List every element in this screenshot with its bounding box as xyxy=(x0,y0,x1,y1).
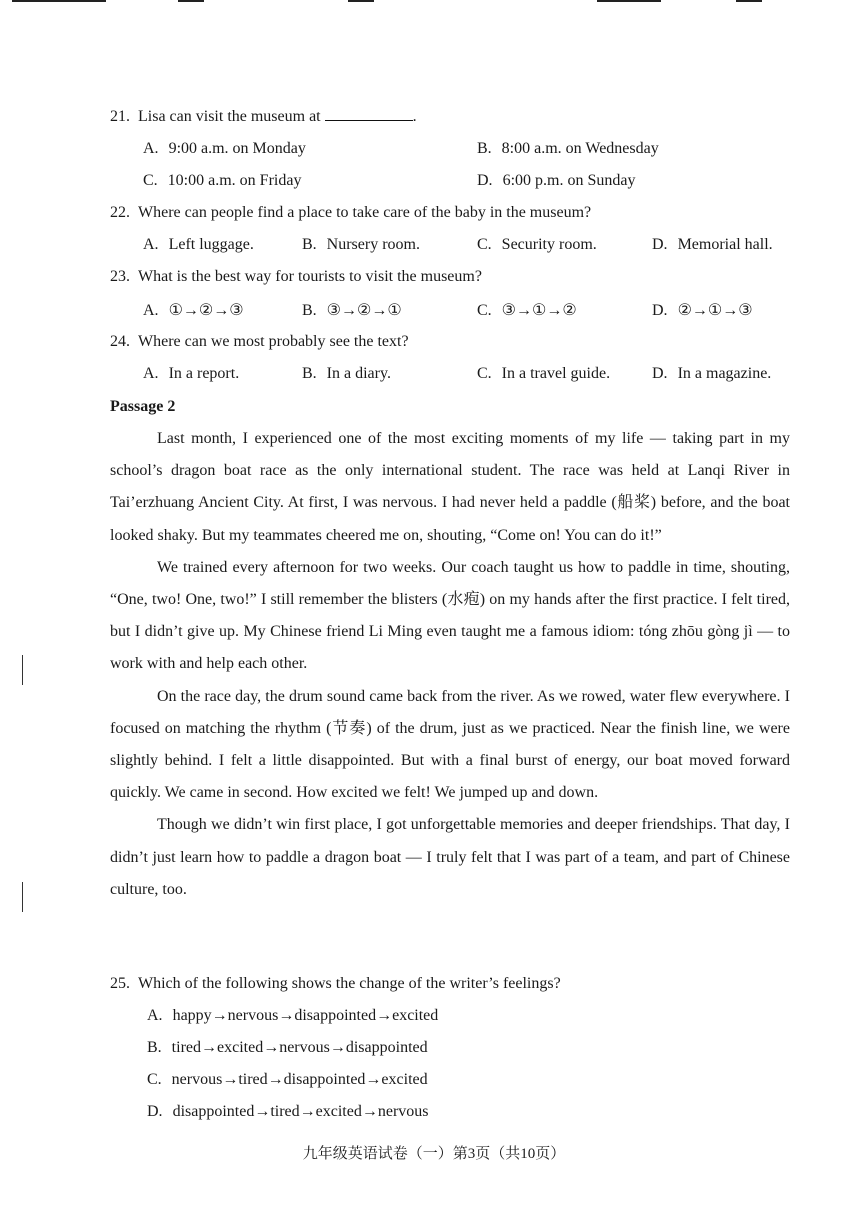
option-letter: A. xyxy=(143,365,159,382)
scan-edge-mark xyxy=(597,0,661,2)
passage-paragraph: We trained every afternoon for two weeks. Our coach taught us how to paddle in time, shouting, “One, two! One, two!” I still remember the blisters (水疱) on my hands after the first practice. I felt tired, but I didn’t give up. My Chinese friend Li Ming even taught me a famous idiom: tóng zhōu gòng jì — to work with and help each other. xyxy=(110,558,790,673)
passage-paragraph: Last month, I experienced one of the most exciting moments of my life — taking part in my school’s dragon boat race as the only international student. The race was held at Lanqi River in Tai’erzhuang Ancient City. At first, I was nervous. I had never held a paddle (船桨) before, and the boat looked shaky. But my teammates cheered me on, shouting, “Come on! You can do it!” xyxy=(110,430,790,544)
option-d xyxy=(147,1103,429,1121)
option-b xyxy=(302,300,402,320)
option-letter: C. xyxy=(143,172,158,189)
question-stem: Where can we most probably see the text? xyxy=(138,333,409,350)
option-c xyxy=(477,236,597,254)
question-24 xyxy=(110,333,409,351)
page-footer: 九年级英语试卷（一）第3页（共10页） xyxy=(302,1146,566,1162)
passage-paragraph: On the race day, the drum sound came back from the river. As we rowed, water flew everywhere. I focused on matching the rhythm (节奏) of the drum, just as we practiced. Near the finish line, we were slightly behind. I felt a little disappointed. But with a final burst of energy, our boat moved forward quickly. We came in second. How excited we felt! We jumped up and down. xyxy=(110,687,790,802)
passage-paragraph: Though we didn’t win first place, I got unforgettable memories and deeper friendships. That day, I didn’t just learn how to paddle a dragon boat — I truly felt that I was part of a team, and part of Chinese culture, too. xyxy=(110,816,790,898)
stem-end: . xyxy=(412,108,417,125)
option-text: 8:00 a.m. on Wednesday xyxy=(501,140,659,157)
option-letter: B. xyxy=(302,236,317,253)
option-c xyxy=(143,172,301,190)
binding-margin-line xyxy=(22,655,23,685)
option-text: disappointed→tired→excited→nervous xyxy=(172,1103,429,1120)
option-letter: B. xyxy=(302,302,317,319)
option-letter: B. xyxy=(302,365,317,382)
question-stem: Where can people find a place to take care of the baby in the museum? xyxy=(138,204,592,221)
option-a xyxy=(143,300,244,320)
option-d xyxy=(652,365,771,383)
option-text: 10:00 a.m. on Friday xyxy=(167,172,302,189)
option-letter: C. xyxy=(477,302,492,319)
question-number: 21. xyxy=(110,108,130,125)
question-number: 25. xyxy=(110,975,130,992)
option-letter: D. xyxy=(652,365,668,382)
question-number: 24. xyxy=(110,333,130,350)
option-text: Nursery room. xyxy=(326,236,420,253)
passage-body xyxy=(110,423,790,906)
option-letter: D. xyxy=(652,236,668,253)
option-text: In a report. xyxy=(168,365,240,382)
question-number: 22. xyxy=(110,204,130,221)
question-stem: Lisa can visit the museum at xyxy=(138,108,321,125)
scan-edge-mark xyxy=(348,0,374,2)
option-text: In a magazine. xyxy=(677,365,772,382)
option-letter: D. xyxy=(147,1103,163,1120)
binding-margin-line xyxy=(22,882,23,912)
option-d xyxy=(652,236,773,254)
option-text: Left luggage. xyxy=(168,236,254,253)
passage-title: Passage 2 xyxy=(110,398,176,415)
option-text: ③→①→② xyxy=(501,302,577,319)
option-b xyxy=(477,140,659,158)
option-letter: A. xyxy=(143,236,159,253)
option-text: Memorial hall. xyxy=(677,236,773,253)
option-text: ②→①→③ xyxy=(677,302,753,319)
option-a xyxy=(143,365,239,383)
question-21 xyxy=(110,107,417,126)
option-text: 9:00 a.m. on Monday xyxy=(168,140,306,157)
option-text: In a diary. xyxy=(326,365,391,382)
option-b xyxy=(302,365,391,383)
option-text: ①→②→③ xyxy=(168,302,244,319)
option-c xyxy=(477,300,577,320)
option-c xyxy=(477,365,610,383)
option-letter: C. xyxy=(477,236,492,253)
question-stem: What is the best way for tourists to visit the museum? xyxy=(138,268,482,285)
question-stem: Which of the following shows the change of the writer’s feelings? xyxy=(138,975,561,992)
answer-blank xyxy=(325,107,413,121)
option-letter: D. xyxy=(477,172,493,189)
scan-edge-mark xyxy=(178,0,204,2)
option-text: Security room. xyxy=(501,236,597,253)
option-text: 6:00 p.m. on Sunday xyxy=(502,172,636,189)
option-letter: A. xyxy=(143,140,159,157)
question-number: 23. xyxy=(110,268,130,285)
option-a xyxy=(147,1007,438,1025)
option-text: ③→②→① xyxy=(326,302,402,319)
option-a xyxy=(143,140,306,158)
question-23 xyxy=(110,268,482,286)
option-a xyxy=(143,236,254,254)
option-text: In a travel guide. xyxy=(501,365,611,382)
option-d xyxy=(652,300,753,320)
option-letter: A. xyxy=(143,302,159,319)
question-22 xyxy=(110,204,591,222)
question-25 xyxy=(110,975,561,993)
scan-edge-mark xyxy=(736,0,762,2)
option-letter: D. xyxy=(652,302,668,319)
option-letter: B. xyxy=(477,140,492,157)
scan-edge-mark xyxy=(12,0,106,2)
option-text: tired→excited→nervous→disappointed xyxy=(171,1039,428,1056)
option-letter: C. xyxy=(477,365,492,382)
option-text: nervous→tired→disappointed→excited xyxy=(171,1071,428,1088)
option-letter: B. xyxy=(147,1039,162,1056)
option-b xyxy=(302,236,420,254)
option-b xyxy=(147,1039,428,1057)
option-d xyxy=(477,172,635,190)
option-text: happy→nervous→disappointed→excited xyxy=(172,1007,439,1024)
option-c xyxy=(147,1071,428,1089)
option-letter: C. xyxy=(147,1071,162,1088)
option-letter: A. xyxy=(147,1007,163,1024)
